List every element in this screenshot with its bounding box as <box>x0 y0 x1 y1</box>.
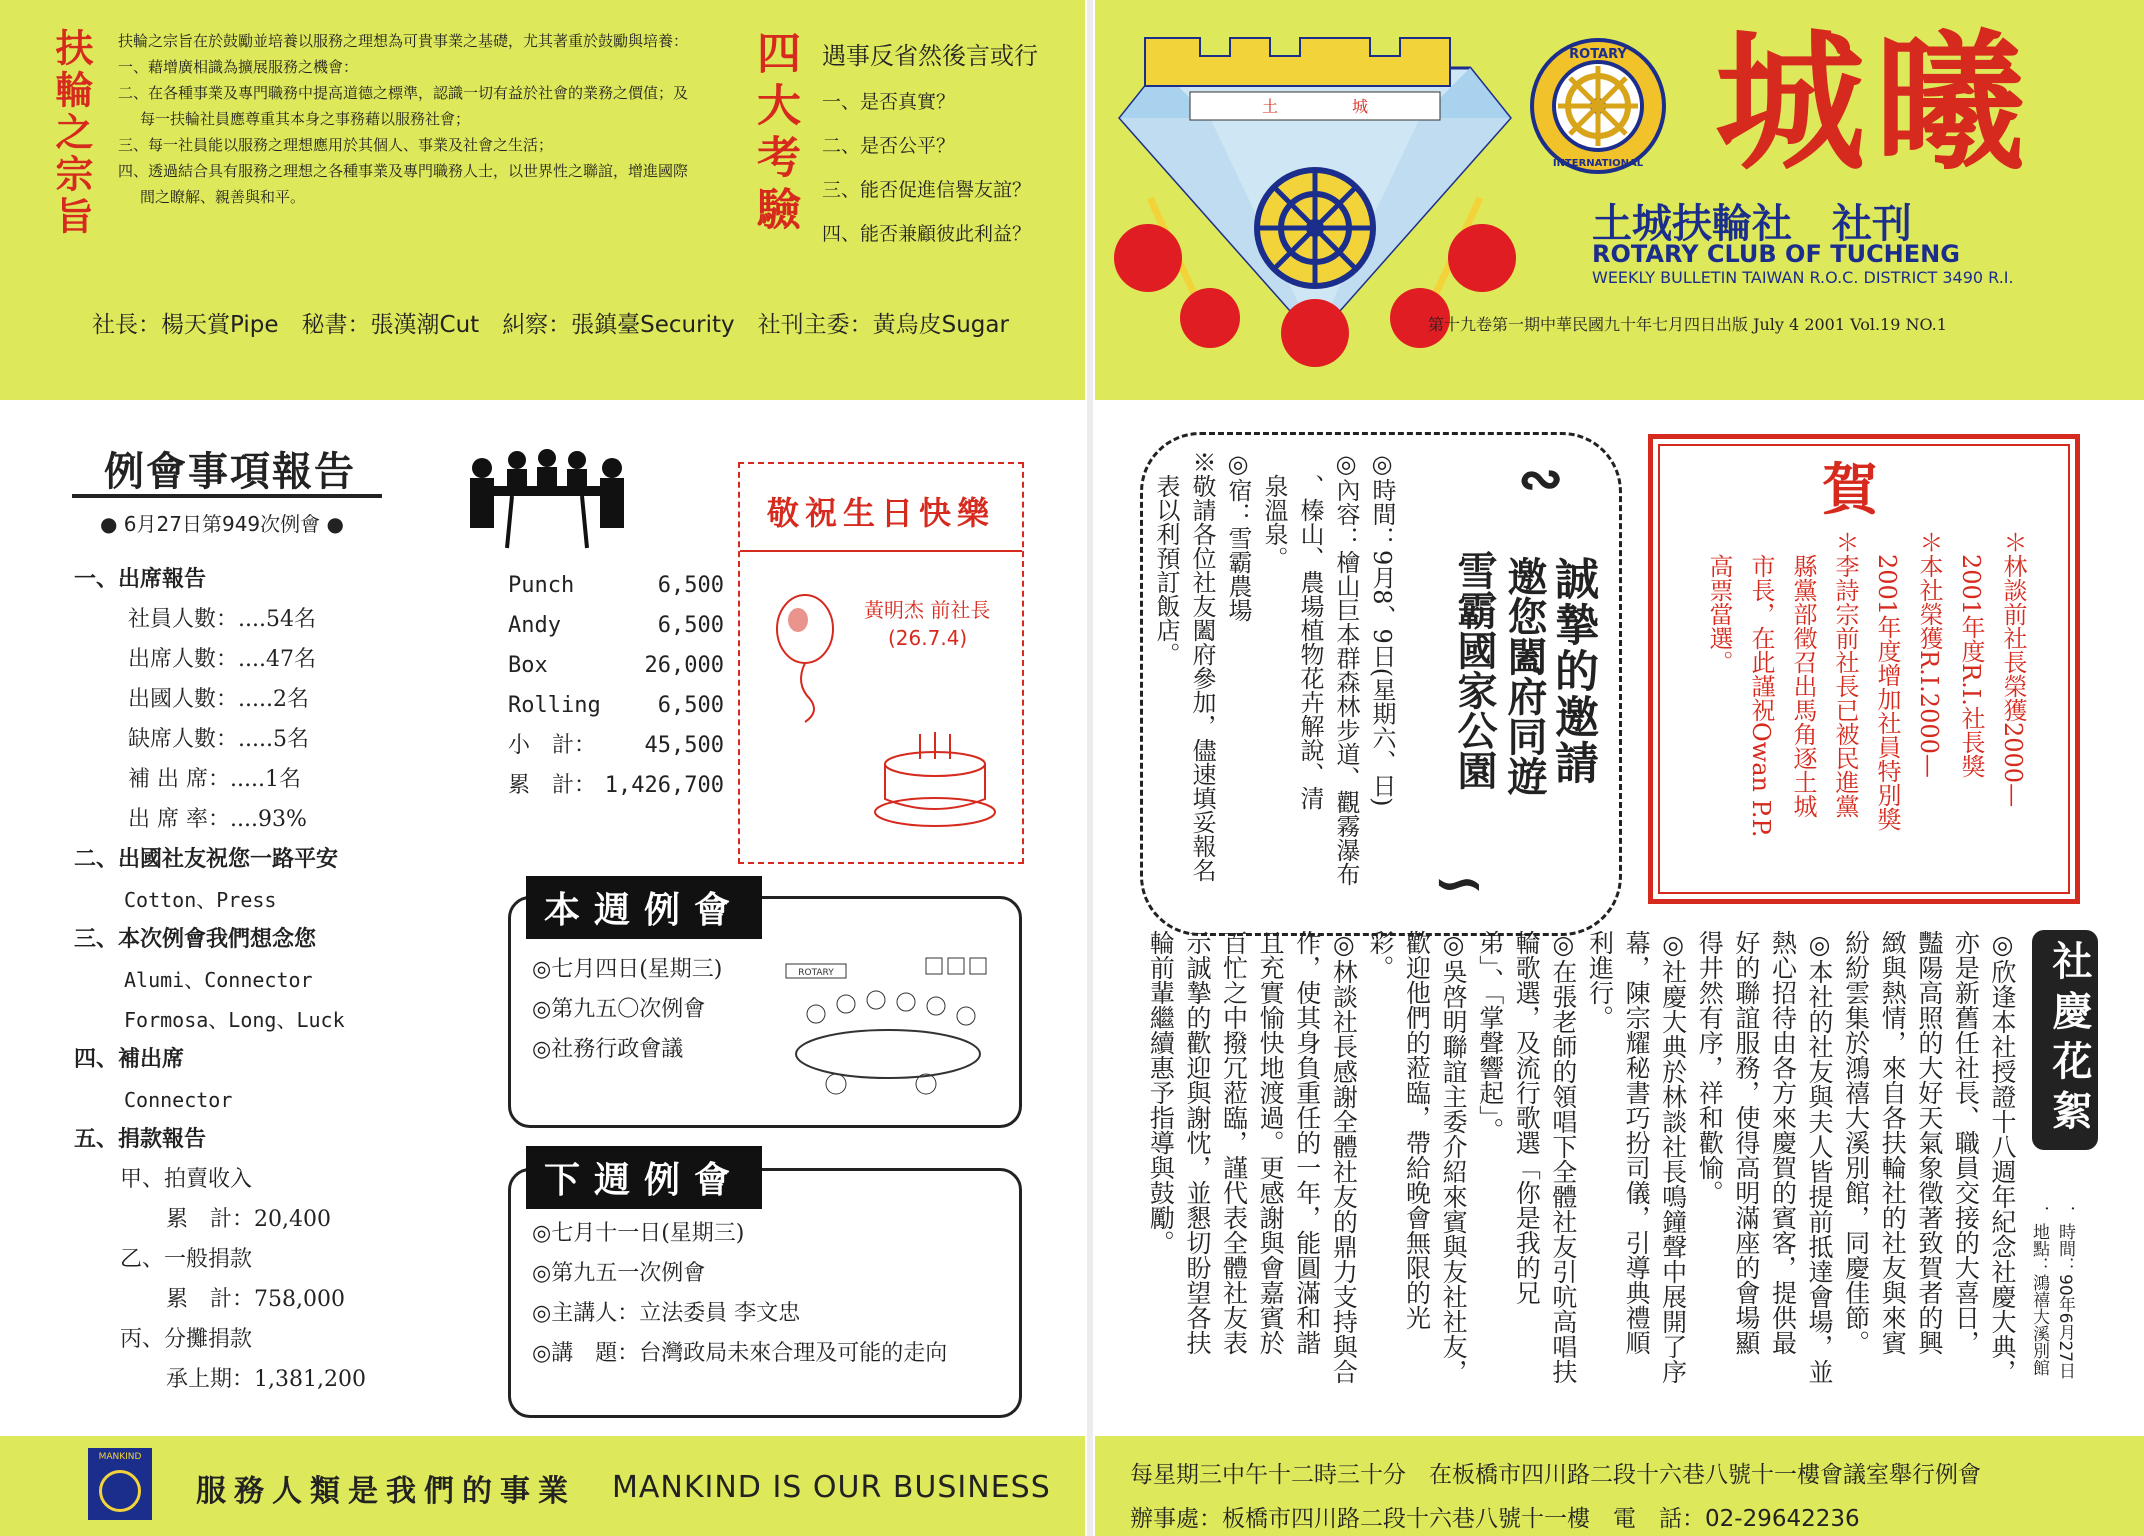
invite-line: ◎時間：9月8、9日(星期六、日) <box>1368 450 1396 807</box>
anniversary-line: 亦是新舊任社長、職員交接的大喜日， <box>1951 930 1981 1355</box>
anniversary-line: ◎社慶大典於林談社長鳴鐘聲中展開了序 <box>1658 930 1688 1384</box>
congrats-line: 2001年度R.I.社長獎 <box>1957 530 1985 778</box>
birthday-title-rule <box>740 550 1022 552</box>
donation-total <box>508 766 724 806</box>
report-line: 缺席人數：.....5名 <box>128 727 309 752</box>
donor-name: Punch <box>508 573 575 598</box>
anniversary-line: 輪歌選，及流行歌選「你是我的兄 <box>1512 930 1542 1305</box>
next-week-line: ◎講 題：台灣政局未來合理及可能的走向 <box>532 1341 948 1366</box>
aims-item: 三、每一社員能以服務之理想應用於其個人、事業及社會之生活； <box>118 136 554 154</box>
invite-line: 表以利預訂飯店。 <box>1152 450 1180 666</box>
balloon-icon <box>760 584 850 724</box>
four-way-test-item: 四、能否兼顧彼此利益？ <box>822 223 1032 245</box>
mankind-logo <box>88 1448 152 1520</box>
report-title-rule <box>72 494 382 498</box>
donor-name: Rolling <box>508 693 601 718</box>
aims-item: 二、在各種事業及專門職務中提高道德之標準，認識一切有益於社會的業務之價值；及每一扶輪社員應尊重其本身之事務藉以服務社會； <box>118 84 689 128</box>
meeting-schedule-line: 每星期三中午十二時三十分 在板橋市四川路二段十六巷八號十一樓會議室舉行例會 <box>1130 1462 1981 1488</box>
this-week-line: ◎七月四日(星期三) <box>532 957 723 982</box>
report-line: Alumi、Connector <box>124 968 313 992</box>
anniversary-line: ◎在張老師的領唱下全體社友引吭高唱扶 <box>1548 930 1578 1384</box>
issue-line: 第十九卷第一期中華民國九十年七月四日出版 July 4 2001 Vol.19 NO.1 <box>1428 315 1947 334</box>
congrats-line: ＊本社榮獲R.I.2000— <box>1915 530 1943 778</box>
report-section-heading: 一、出席報告 <box>74 567 207 592</box>
donation-row <box>508 686 724 726</box>
report-line: Cotton、Press <box>124 888 277 912</box>
report-section-heading: 三、本次例會我們想念您 <box>74 927 317 952</box>
invite-ornament-top: ∾ <box>1518 446 1564 510</box>
anniversary-line: 歡迎他們的蒞臨，帶給晚會無限的光 <box>1402 930 1432 1330</box>
next-week-tag: 下週例會 <box>526 1146 762 1209</box>
mankind-logo-text: MANKIND <box>98 1452 142 1462</box>
anniversary-meta <box>2026 1206 2078 1426</box>
anniversary-line: 百忙之中撥冗蒞臨，謹代表全體社友表 <box>1219 930 1249 1355</box>
report-line: 乙、一般捐款 <box>120 1247 253 1272</box>
report-body <box>74 560 494 1400</box>
motto-en: MANKIND IS OUR BUSINESS <box>612 1470 1051 1505</box>
anniversary-time: ．時間：90年6月27日 <box>2055 1206 2075 1380</box>
donor-amount: 1,426,700 <box>604 773 724 798</box>
masthead-title: 城曦 <box>1715 15 2036 191</box>
report-line: 承上期：1,381,200 <box>144 1367 366 1392</box>
anniversary-line: 作，使其身負重任的一年，能圓滿和諧 <box>1292 930 1322 1355</box>
gem-banner-left: 土 <box>1261 97 1279 116</box>
aims-title: 扶輪之宗旨 <box>49 28 93 238</box>
gem-banner-right: 城 <box>1351 97 1369 116</box>
meeting-plate-text: ROTARY <box>798 968 834 978</box>
report-section-heading: 五、捐款報告 <box>74 1127 207 1152</box>
anniversary-line: 幕，陳宗耀秘書巧扮司儀，引導典禮順 <box>1622 930 1652 1355</box>
congrats-line: ＊李詩宗前社長已被民進黨 <box>1831 530 1859 818</box>
bulletin-line: WEEKLY BULLETIN TAIWAN R.O.C. DISTRICT 3490 R.I. <box>1592 268 2014 287</box>
invite-title-3: 雪霸國家公園 <box>1451 550 1497 790</box>
four-way-test-title: 四大考驗 <box>749 30 800 238</box>
anniversary-place: ．地點：鴻禧大溪別館 <box>2029 1206 2049 1376</box>
report-section-heading: 四、補出席 <box>74 1047 185 1072</box>
anniversary-line: 示誠摯的歡迎與謝忱，並懇切盼望各扶 <box>1182 930 1212 1355</box>
meeting-illustration <box>452 438 642 558</box>
anniversary-line: 熱心招待由各方來慶賀的賓客，提供最 <box>1768 930 1798 1355</box>
donor-amount: 45,500 <box>644 733 724 758</box>
anniversary-line: 且充實愉快地渡過。更感謝與會嘉賓於 <box>1256 930 1286 1355</box>
donor-name: Box <box>508 653 548 678</box>
report-line: Formosa、Long、Luck <box>124 1008 345 1032</box>
report-line: Connector <box>124 1088 233 1112</box>
invite-line: 泉溫泉。 <box>1260 450 1288 570</box>
rotary-logo-top: ROTARY <box>1569 47 1627 62</box>
four-way-test-item: 一、是否真實？ <box>822 91 956 113</box>
club-name-en: ROTARY CLUB OF TUCHENG <box>1592 240 1960 268</box>
report-line: 出國人數：.....2名 <box>128 687 309 712</box>
anniversary-line: ◎林談社長感謝全體社友的鼎力支持與合 <box>1329 930 1359 1384</box>
anniversary-line: 利進行。 <box>1585 930 1615 1030</box>
donation-row <box>508 606 724 646</box>
aims-item: 四、透過結合具有服務之理想之各種事業及專門職務人士，以世界性之聯誼，增進國際間之瞭解、親善與和平。 <box>118 162 689 206</box>
donor-amount: 26,000 <box>644 653 724 678</box>
this-week-line: ◎社務行政會議 <box>532 1037 684 1062</box>
congrats-line: 高票當選。 <box>1705 530 1733 674</box>
donor-amount: 6,500 <box>657 613 724 638</box>
aims-intro: 扶輪之宗旨在於鼓勵並培養以服務之理想為可貴事業之基礎，尤其著重於鼓勵與培養： <box>118 32 689 50</box>
birthday-person: 黃明杰 前社長 <box>864 598 991 622</box>
donation-subtotal <box>508 726 724 766</box>
aims-text <box>118 28 698 210</box>
birthday-date: (26.7.4) <box>888 626 968 650</box>
report-title: 例會事項報告 <box>104 449 356 495</box>
next-week-line: ◎第九五一次例會 <box>532 1261 706 1286</box>
report-line: 丙、分攤捐款 <box>120 1327 253 1352</box>
rotary-wheel-icon <box>1528 36 1668 176</box>
four-way-test-lead: 遇事反省然後言或行 <box>822 42 1038 70</box>
report-line: 補 出 席：.....1名 <box>128 767 301 792</box>
congrats-line: 市長，在此謹祝Owan P.P. <box>1747 530 1775 838</box>
this-week-line: ◎第九五〇次例會 <box>532 997 706 1022</box>
four-way-test-item: 二、是否公平？ <box>822 135 956 157</box>
anniversary-title: 社慶花絮 <box>2032 930 2098 1150</box>
report-subtitle: ● 6月27日第949次例會 ● <box>100 512 344 536</box>
anniversary-line: ◎本社的社友與夫人皆提前抵達會場，並 <box>1805 930 1835 1384</box>
congrats-text <box>1698 530 2034 880</box>
next-week-line: ◎七月十一日(星期三) <box>532 1221 745 1246</box>
motto-cn: 服務人類是我們的事業 <box>196 1474 576 1509</box>
this-week-tag: 本週例會 <box>526 876 762 939</box>
anniversary-line: 好的聯誼服務，使得高明滿座的會場顯 <box>1731 930 1761 1355</box>
congrats-title: 賀 <box>1822 457 1878 523</box>
report-line: 出席人數：....47名 <box>128 647 316 672</box>
anniversary-line: 輪前輩繼續惠予指導與鼓勵。 <box>1146 930 1176 1255</box>
office-address-line: 辦事處：板橋市四川路二段十六巷八號十一樓 電 話：02-29642236 <box>1130 1506 1860 1532</box>
donation-row <box>508 646 724 686</box>
next-week-line: ◎主講人：立法委員 李文忠 <box>532 1301 801 1326</box>
report-line: 甲、拍賣收入 <box>120 1167 253 1192</box>
anniversary-line: 紛紛雲集於鴻禧大溪別館，同慶佳節。 <box>1841 930 1871 1355</box>
cake-icon <box>870 724 1000 834</box>
four-way-test-item: 三、能否促進信譽友誼？ <box>822 179 1032 201</box>
anniversary-line: 彩。 <box>1365 930 1395 980</box>
anniversary-line: ◎欣逢本社授證十八週年紀念社慶大典， <box>1988 930 2017 1384</box>
invite-title-2: 邀您闔府同遊 <box>1501 556 1547 796</box>
donor-name: 小 計： <box>508 733 597 758</box>
officers-line: 社長：楊天賞Pipe 秘書：張漢潮Cut 糾察：張鎮臺Security 社刊主委：黃烏皮Sugar <box>92 312 1009 338</box>
anniversary-line: 豔陽高照的大好天氣象徵著致賀者的興 <box>1914 930 1944 1355</box>
donation-row <box>508 566 724 606</box>
globe-icon <box>99 1470 141 1512</box>
four-way-test-list <box>822 32 1082 256</box>
invite-title-1: 誠摯的邀請 <box>1547 556 1598 786</box>
anniversary-text <box>1140 930 2020 1430</box>
birthday-card <box>738 462 1024 864</box>
next-week-lines <box>532 1214 1012 1374</box>
club-name-cn: 土城扶輪社 社刊 <box>1592 201 1912 247</box>
invite-line: ※敬請各位社友闔府參加，儘速填妥報名 <box>1188 450 1216 882</box>
invite-line: 、榛山、農場植物花卉解說、清 <box>1296 450 1324 810</box>
invite-ornament-bottom: ∽ <box>1432 846 1486 921</box>
report-line: 出 席 率：....93% <box>128 807 307 832</box>
report-line: 社員人數：....54名 <box>128 607 316 632</box>
anniversary-line: 緻與熱情，來自各扶輪社的社友與來賓 <box>1878 930 1908 1355</box>
birthday-title: 敬祝生日快樂 <box>766 494 995 532</box>
donation-list <box>508 566 724 806</box>
meeting-sketch-illustration <box>776 944 1000 1104</box>
congrats-line: 縣黨部徵召出馬角逐土城 <box>1789 530 1817 818</box>
donor-name: Andy <box>508 613 561 638</box>
rotary-logo-bottom: INTERNATIONAL <box>1552 158 1644 169</box>
invite-line: ◎內容：檜山巨本群森林步道、觀霧瀑布 <box>1332 450 1360 886</box>
invite-line: ◎宿：雪霸農場 <box>1224 450 1252 622</box>
report-section-heading: 二、出國社友祝您一路平安 <box>74 847 339 872</box>
report-line: 累 計：20,400 <box>144 1207 331 1232</box>
anniversary-line: 得井然有序，祥和歡愉。 <box>1695 930 1725 1205</box>
donor-amount: 6,500 <box>657 693 724 718</box>
invite-details <box>1148 450 1400 910</box>
report-line: 累 計：758,000 <box>144 1287 345 1312</box>
aims-item: 一、藉增廣相識為擴展服務之機會： <box>118 58 359 76</box>
donor-name: 累 計： <box>508 773 597 798</box>
anniversary-line: 弟」、「掌聲響起」。 <box>1475 930 1505 1143</box>
donor-amount: 6,500 <box>657 573 724 598</box>
congrats-line: ＊林談前社長榮獲2000— <box>1999 530 2027 808</box>
congrats-line: 2001年度增加社員特別獎 <box>1873 530 1901 832</box>
anniversary-line: ◎吳啓明聯誼主委介紹來賓與友社社友， <box>1439 930 1469 1384</box>
